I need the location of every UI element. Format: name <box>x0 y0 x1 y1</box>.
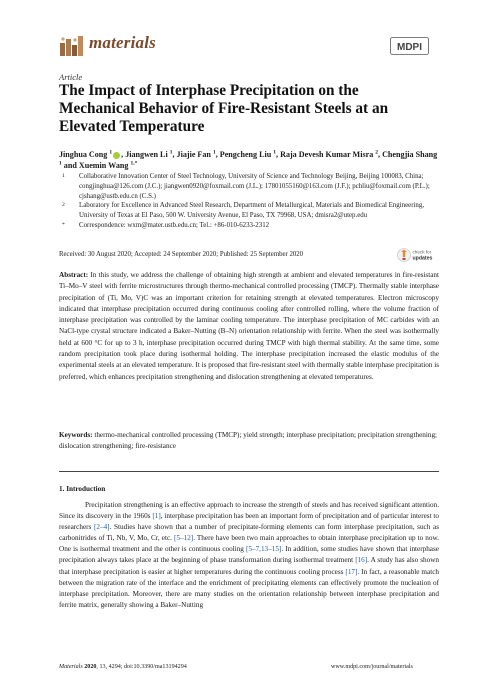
keywords <box>59 430 439 453</box>
check-for-updates-badge[interactable] <box>396 245 436 265</box>
footer-year: 2020 <box>84 664 97 670</box>
author-affiliation-marker: 1 <box>273 149 277 156</box>
author-affiliation-marker: 1 <box>59 160 62 167</box>
keywords-label: Keywords: <box>59 431 93 439</box>
author-name: Jiajie Fan <box>176 150 211 159</box>
author-name: Jinghua Cong <box>59 150 108 159</box>
author-affiliation-marker: 1 <box>212 149 216 156</box>
publisher-logo-text: MDPI <box>397 42 422 53</box>
article-title: The Impact of Interphase Precipitation on the Mechanical Behavior of Fire-Resistant Steels at an Elevated Temperature <box>59 82 389 135</box>
footer-journal: Materials <box>59 664 83 670</box>
citation-link[interactable]: [17] <box>345 567 358 576</box>
footer-citation-rest: , 13, 4294; doi:10.3390/ma13194294 <box>96 664 187 670</box>
author-separator: and <box>61 161 79 170</box>
author-name: Chengjia Shang <box>382 150 438 159</box>
section-divider <box>59 471 439 472</box>
author-name: Xuemin Wang <box>78 161 129 170</box>
body-text-segment: . Studies have shown that a number of precipitate-forming elements can form interphase precipitation, such as carbonitrides of Ti, Nb, V, Mo, Cr, etc. <box>59 523 439 543</box>
footer-citation <box>59 664 187 670</box>
author-separator: , <box>121 150 126 159</box>
body-text-segment: . There have been two main approaches to obtain interphase precipitation up to now. One is isothermal treatment and the other is continuous cooling <box>59 534 439 554</box>
affiliation-item <box>59 221 439 231</box>
citation-link[interactable]: [5–12] <box>174 534 194 543</box>
affiliation-item <box>59 201 439 221</box>
article-type: Article <box>59 72 83 82</box>
author-separator: , <box>172 150 177 159</box>
mdpi-logo-icon <box>390 37 429 55</box>
footer-url[interactable]: www.mdpi.com/journal/materials <box>331 664 413 670</box>
keywords-text: thermo-mechanical controlled processing (TMCP); yield strength; interphase precipitation; precipitation strengthening; dislocation strengthening; fire-resistance <box>59 431 438 451</box>
author-affiliation-marker: 1 <box>169 149 173 156</box>
author-affiliation-marker: 2 <box>375 149 379 156</box>
author-list <box>59 149 439 171</box>
affiliation-item <box>59 172 439 201</box>
publication-dates: Received: 30 August 2020; Accepted: 24 September 2020; Published: 25 September 2020 <box>59 251 304 258</box>
abstract <box>59 270 439 383</box>
journal-logo-icon <box>59 33 85 57</box>
author-name: Raja Devesh Kumar Misra <box>280 150 374 159</box>
updates-badge-line2: updates <box>412 255 433 262</box>
orcid-icon[interactable] <box>113 152 120 159</box>
abstract-label: Abstract: <box>59 271 89 279</box>
author-separator: , <box>276 150 281 159</box>
citation-link[interactable]: [1] <box>152 512 161 521</box>
abstract-text: In this study, we address the challenge of obtaining high strength at ambient and elevated temperatures in fire-resistant Ti–Mo–V steel with ferrite microstructures through thermo-mechanical controlled processing (TMCP). Thermally stable interphase precipitation of (Ti, Mo, V)C was an important criterion for retaining strength at elevated temperatures. Electron microscopy indicated that interphase precipitation occurred during continuous cooling after controlled rolling, where the volume fraction of interphase precipitation was controlled by the laminar cooling temperature. The interphase precipitation of MC carbides with an NaCl-type crystal structure indicated a Baker–Nutting (B–N) orientation relationship with ferrite. When the steel was isothermally held at 600 °C for up to 3 h, interphase precipitation occurred during TMCP with high thermal stability. At the same time, some random precipitation took place during isothermal holding. The interphase precipitation increased the elastic modulus of the experimental steels at an elevated temperature. It is proposed that fire-resistant steel with thermally stable interphase precipitation is preferred, which enhances precipitation strengthening and dislocation strengthening at elevated temperatures. <box>59 271 440 381</box>
author-affiliation-marker: 1,* <box>130 160 138 167</box>
affiliation-marker: 1 <box>62 173 65 179</box>
body-text-segment: . A study has also shown that interphase precipitation is easier at higher temperatures during the continuous cooling process <box>59 556 439 576</box>
introduction-paragraph <box>59 500 439 611</box>
affiliation-text: Collaborative Innovation Center of Steel Technology, University of Science and Technology Beijing, Beijing 100083, China; congjinghua@126.com (J.C.); jiangwen0920@foxmail.com (J.L.); 17801055160@163.com (J.F.); pchliu@foxmail.com (P.L.); cjshang@ustb.edu.cn (C.S.) <box>79 173 430 200</box>
body-text-segment: . In addition, some studies have shown that interphase precipitation always takes place at the beginning of phase transformation during isothermal treatment <box>59 545 439 565</box>
author-affiliation-marker: 1 <box>109 149 113 156</box>
citation-link[interactable]: [16] <box>355 556 368 565</box>
body-text-segment: Precipitation strengthening is an effective approach to increase the strength of steels and has received significant attention. Since its discovery in the 1960s <box>59 501 439 521</box>
body-text-segment: , interphase precipitation has been an important form of precipitation and of particular interest to researchers <box>59 512 440 532</box>
affiliation-marker: * <box>62 221 65 228</box>
affiliation-text: Correspondence: wxm@mater.ustb.edu.cn; Tel.: +86-010-6233-2312 <box>79 221 270 229</box>
section-heading: 1. Introduction <box>59 485 106 493</box>
affiliations <box>59 172 439 231</box>
body-text-segment: . In fact, a reasonable match between the migration rate of the interface and the enrichment of precipitating elements can effectively promote the nucleation of interphase precipitation. Moreover, there are many studies on the orientation relationship between interphase precipitation and ferrite matrix, generally showing a Baker–Nutting <box>59 567 439 609</box>
citation-link[interactable]: [2–4] <box>94 523 110 532</box>
affiliation-text: Laboratory for Excellence in Advanced Steel Research, Department of Metallurgical, Materials and Biomedical Engineering, University of Texas at El Paso, 500 W. University Avenue, El Paso, TX 79968, USA; dmisra2@utep.edu <box>79 202 425 220</box>
affiliation-marker: 2 <box>62 202 65 209</box>
journal-name: materials <box>89 33 156 52</box>
author-name: Jiangwen Li <box>125 150 168 159</box>
updates-badge-line1: check for <box>412 249 432 255</box>
author-name: Pengcheng Liu <box>219 150 272 159</box>
author-separator: , <box>378 150 383 159</box>
author-separator: , <box>215 150 220 159</box>
citation-link[interactable]: [5–7,13–15] <box>245 545 282 554</box>
